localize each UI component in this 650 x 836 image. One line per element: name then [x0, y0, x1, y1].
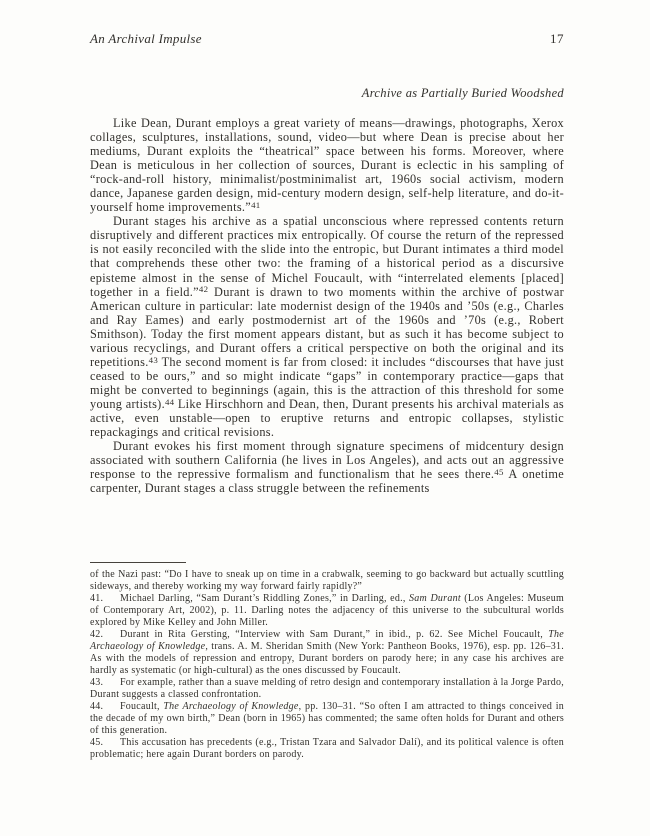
paragraph	[90, 214, 564, 439]
footnote	[90, 569, 564, 593]
text-run: Durant in Rita Gersting, “Interview with Sam Durant,” in ibid., p. 62. See Michel Foucault,	[120, 629, 549, 640]
text-run: The Archaeology of Knowledge	[163, 701, 299, 712]
footnote	[90, 677, 564, 701]
footnote-number: 41.	[90, 593, 104, 604]
text-run: The Archaeology of Knowledge	[90, 629, 564, 652]
text-run: For example, rather than a suave melding of retro design and contemporary installation à la Jorge Pardo, Durant suggests a classed confrontation.	[90, 677, 564, 700]
running-header	[90, 31, 564, 46]
footnote	[90, 593, 564, 629]
text-run: The second moment is far from closed: it includes “discourses that have just ceased to be ours,” and so might indicate “gaps” in contemporary practice—gaps that might be converted to beginnings (again, this is the attraction of this threshold for some young artists).	[90, 354, 564, 411]
text-run: This accusation has precedents (e.g., Tristan Tzara and Salvador Dalí), and its political valence is often problematic; here again Durant borders on parody.	[90, 737, 564, 760]
text-run: Like Hirschhorn and Dean, then, Durant presents his archival materials as active, even unstable—open to eruptive returns and entropic collapses, stylistic repackagings and critical revisions.	[90, 396, 564, 440]
text-run: Durant evokes his first moment through signature specimens of midcentury design associated with southern California (he lives in Los Angeles), and acts out an aggressive response to the repressive formalism and functionalism that he sees there.	[90, 439, 564, 482]
footnote-reference: 41	[251, 200, 261, 211]
footnote	[90, 701, 564, 737]
footnote-reference: 45	[494, 467, 504, 478]
page-number: 17	[550, 31, 564, 46]
text-run: , pp. 130–31. “So often I am attracted to things conceived in the decade of my own birth,” Dean (born in 1965) has commented; the same often holds for Durant and others of this generation.	[90, 701, 564, 736]
text-run: Sam Durant	[409, 593, 461, 604]
paragraph	[90, 116, 564, 214]
running-header-title: An Archival Impulse	[90, 31, 202, 46]
text-run: A onetime carpenter, Durant stages a class struggle between the refinements	[90, 467, 564, 496]
footnote-reference: 43	[148, 354, 159, 365]
paragraph	[90, 439, 564, 495]
text-run: Like Dean, Durant employs a great variety of means—drawings, photographs, Xerox collages, sculptures, installations, sound, video—but where Dean is precise about her mediums, Durant exploits the “theatrical” space between his forms. Moreover, where Dean is meticulous in her collection of sources, Durant is eclectic in his sampling of “rock-and-roll history, minimalist/postminimalist art, 1960s social activism, modern dance, Japanese garden design, mid-century modern design, self-help literature, and do-it-yourself home improvements.”	[90, 116, 564, 215]
footnote	[90, 737, 564, 761]
footnote-number: 45.	[90, 737, 104, 748]
text-run: Foucault,	[120, 701, 164, 712]
footnote-number: 44.	[90, 701, 104, 712]
text-run: , trans. A. M. Sheridan Smith (New York: Pantheon Books, 1976), esp. pp. 126–31. As with the models of repression and entropy, Durant borders on parody here; in any case his archives are hardly as systematic (or high-cultural) as the ones discussed by Foucault.	[90, 641, 564, 676]
footnote-separator	[90, 562, 186, 563]
section-heading: Archive as Partially Buried Woodshed	[361, 86, 564, 100]
footnote-reference: 42	[198, 284, 209, 295]
text-run: of the Nazi past: “Do I have to sneak up on time in a crabwalk, seeming to go backward but actually scuttling sideways, and thereby working my way forward fairly rapidly?”	[90, 569, 564, 592]
footnotes	[90, 569, 564, 761]
text-run: (Los Angeles: Museum of Contemporary Art, 2002), p. 11. Darling notes the adjacency of this universe to the subcultural worlds explored by Mike Kelley and John Miller.	[90, 593, 564, 628]
text-run: Durant stages his archive as a spatial unconscious where repressed contents return disruptively and different practices mix entropically. Of course the return of the repressed is not easily reconciled with the slide into the entropic, but Durant intimates a third model that comprehends these other two: the framing of a historical period as a discursive episteme almost in the sense of Michel Foucault, with “interrelated elements [placed] together in a field.”	[90, 214, 564, 299]
body-text	[90, 116, 564, 495]
text-run: Michael Darling, “Sam Durant’s Riddling Zones,” in Darling, ed.,	[120, 593, 410, 604]
text-run: Durant is drawn to two moments within the archive of postwar American culture in particular: late modernist design of the 1940s and ’50s (e.g., Charles and Ray Eames) and early postmodernist art of the 1960s and ’70s (e.g., Robert Smithson). Today the first moment appears distant, but as such it has become subject to various recyclings, and Durant offers a critical perspective on both the original and its repetitions.	[90, 284, 564, 369]
footnote-number: 43.	[90, 677, 104, 688]
footnote-reference: 44	[164, 396, 175, 407]
footnote-number: 42.	[90, 629, 104, 640]
footnote	[90, 629, 564, 677]
